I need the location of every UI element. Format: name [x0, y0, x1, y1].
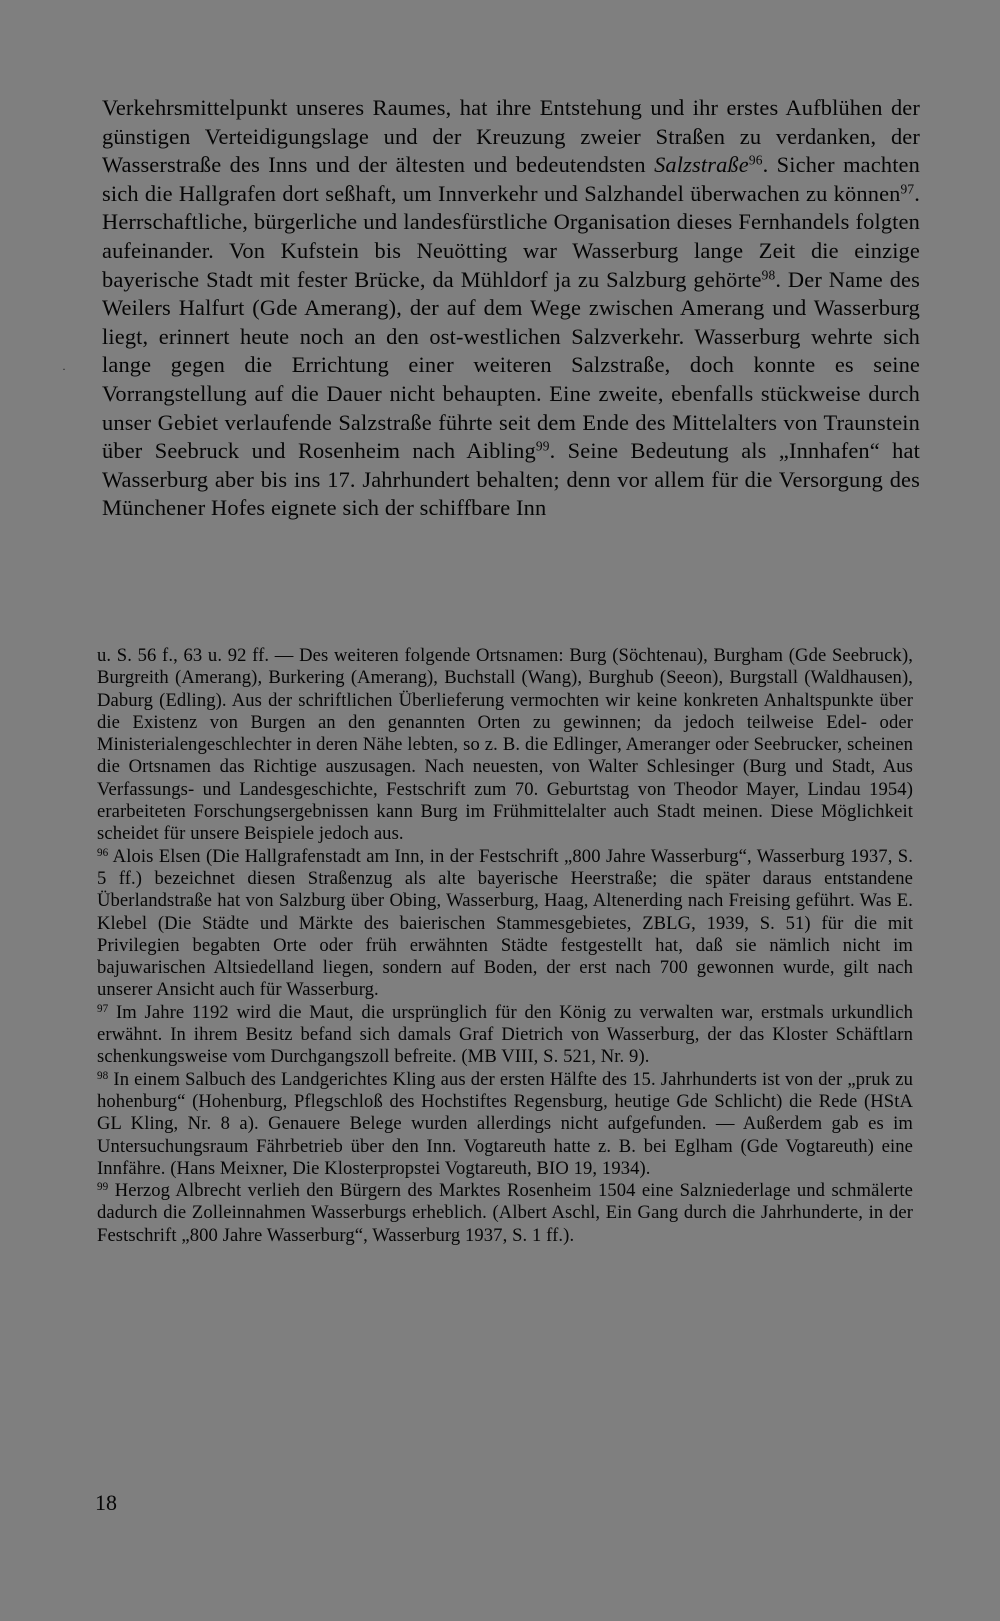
- footnote-continuation: u. S. 56 f., 63 u. 92 ff. — Des weiteren folgende Ortsnamen: Burg (Söchtenau), Burgham (Gde Seebruck), Burgreith (Amerang), Burkering (Amerang), Buchstall (Wang), Burghub (Seeon), Burgstall (Waldhausen), Daburg (Edling). Aus der schriftlichen Überlieferung vermochten wir keine konkreten Anhaltspunkte über die Existenz von Burgen an den genannten Orten zu gewinnen; da jedoch teilweise Edel- oder Ministerialengeschlechter in deren Nähe lebten, so z. B. die Edlinger, Ameranger oder Seebrucker, scheinen die Ortsnamen das Richtige auszusagen. Nach neuesten, von Walter Schlesinger (Burg und Stadt, Aus Verfassungs- und Landesgeschichte, Festschrift zum 70. Geburtstag von Theodor Mayer, Lindau 1954) erarbeiteten Forschungsergebnissen kann Burg im Frühmittelalter auch Stadt meinen. Diese Möglichkeit scheidet für unsere Beispiele jedoch aus.: [97, 645, 913, 845]
- footnote-text: Im Jahre 1192 wird die Maut, die ursprünglich für den König zu verwalten war, erstmals urkundlich erwähnt. In ihrem Besitz befand sich damals Graf Dietrich von Wasserburg, der das Kloster Schäftlarn schenkungsweise vom Durchgangszoll befreite. (MB VIII, S. 521, Nr. 9).: [97, 1001, 913, 1068]
- page-number: 18: [95, 1490, 117, 1515]
- body-text-segment: . Der Name des Weilers Halfurt (Gde Amerang), der auf dem Wege zwischen Amerang und Wasserburg liegt, erinnert heute noch an den ost-westlichen Salzverkehr. Wasserburg wehrte sich lange gegen die Errichtung einer weiteren Salzstraße, doch konnte es seine Vorrangstellung auf die Dauer nicht behaupten. Eine zweite, ebenfalls stückweise durch unser Gebiet verlaufende Salzstraße führte seit dem Ende des Mittelalters von Traunstein über Seebruck und Rosenheim nach Aibling: [102, 266, 920, 464]
- footnote-97: [97, 1002, 913, 1069]
- footnote-number: 98: [97, 1069, 109, 1082]
- footnotes-section: [97, 645, 913, 1247]
- footnote-98: [97, 1069, 913, 1180]
- footnote-text: Herzog Albrecht verlieh den Bürgern des Marktes Rosenheim 1504 eine Salzniederlage und schmälerte dadurch die Zolleinnahmen Wasserburgs erheblich. (Albert Aschl, Ein Gang durch die Jahrhunderte, in der Festschrift „800 Jahre Wasserburg“, Wasserburg 1937, S. 1 ff.).: [97, 1180, 913, 1246]
- footnote-number: 96: [97, 846, 109, 859]
- footnote-ref-97[interactable]: 97: [900, 181, 915, 197]
- body-text-segment: . Seine Bedeutung als „Innhafen“ hat Wasserburg aber bis ins 17. Jahrhundert behalten; denn vor allem für die Versorgung des Münchener Hofes eignete sich der schiffbare Inn: [102, 438, 920, 521]
- italic-term: Salzstraße: [654, 152, 749, 178]
- footnote-ref-99[interactable]: 99: [535, 438, 550, 454]
- footnote-text: In einem Salbuch des Landgerichtes Kling aus der ersten Hälfte des 15. Jahrhunderts ist von der „pruk zu hohenburg“ (Hohenburg, Pflegschloß des Hochstiftes Regensburg, heutige Gde Schlicht) die Rede (HStA GL Kling, Nr. 8 a). Genauere Belege wurden allerdings nicht aufgefunden. — Außerdem gab es im Untersuchungsraum Fährbetrieb über den Inn. Vogtareuth hatte z. B. bei Eglham (Gde Vogtareuth) eine Innfähre. (Hans Meixner, Die Klosterpropstei Vogtareuth, BIO 19, 1934).: [97, 1068, 913, 1179]
- footnote-number: 97: [97, 1002, 109, 1015]
- footnote-number: 99: [97, 1181, 109, 1193]
- margin-mark: ·: [62, 362, 66, 376]
- body-text-segment: Verkehrsmittelpunkt unseres Raumes, hat ihre Entstehung und ihr erstes Aufblühen der günstigen Verteidigungslage und der Kreuzung zweier Straßen zu verdanken, der Wasserstraße des Inns und der ältesten und bedeutendsten: [102, 95, 920, 178]
- main-body-text: [102, 94, 920, 523]
- footnote-99: [97, 1180, 913, 1247]
- body-text-segment: . Herrschaftliche, bürgerliche und landesfürstliche Organisation dieses Fernhandels folgten aufeinander. Von Kufstein bis Neuötting war Wasserburg lange Zeit die einzige bayerische Stadt mit fester Brücke, da Mühldorf ja zu Salzburg gehörte: [102, 180, 920, 292]
- footnote-text: Alois Elsen (Die Hallgrafenstadt am Inn, in der Festschrift „800 Jahre Wasserburg“, Wasserburg 1937, S. 5 ff.) bezeichnet diesen Straßenzug als alte bayerische Heerstraße; die später daraus entstandene Überlandstraße hat von Salzburg über Obing, Wasserburg, Haag, Altenerding nach Freising geführt. Was E. Klebel (Die Städte und Märkte des baierischen Stammesgebietes, ZBLG, 1939, S. 51) für die mit Privilegien begabten Orte oder früh erwähnten Städte festgestellt hat, daß sie nämlich nicht im bajuwarischen Altsiedelland liegen, sondern auf Boden, der erst nach 700 gewonnen wurde, gilt nach unserer Ansicht auch für Wasserburg.: [97, 845, 913, 1001]
- body-paragraph: [102, 94, 920, 523]
- footnote-ref-98[interactable]: 98: [761, 267, 776, 283]
- body-text-segment: . Sicher machten sich die Hallgrafen dort seßhaft, um Innverkehr und Salzhandel überwachen zu können: [102, 152, 920, 206]
- footnote-96: [97, 846, 913, 1002]
- footnote-ref-96[interactable]: 96: [748, 152, 763, 168]
